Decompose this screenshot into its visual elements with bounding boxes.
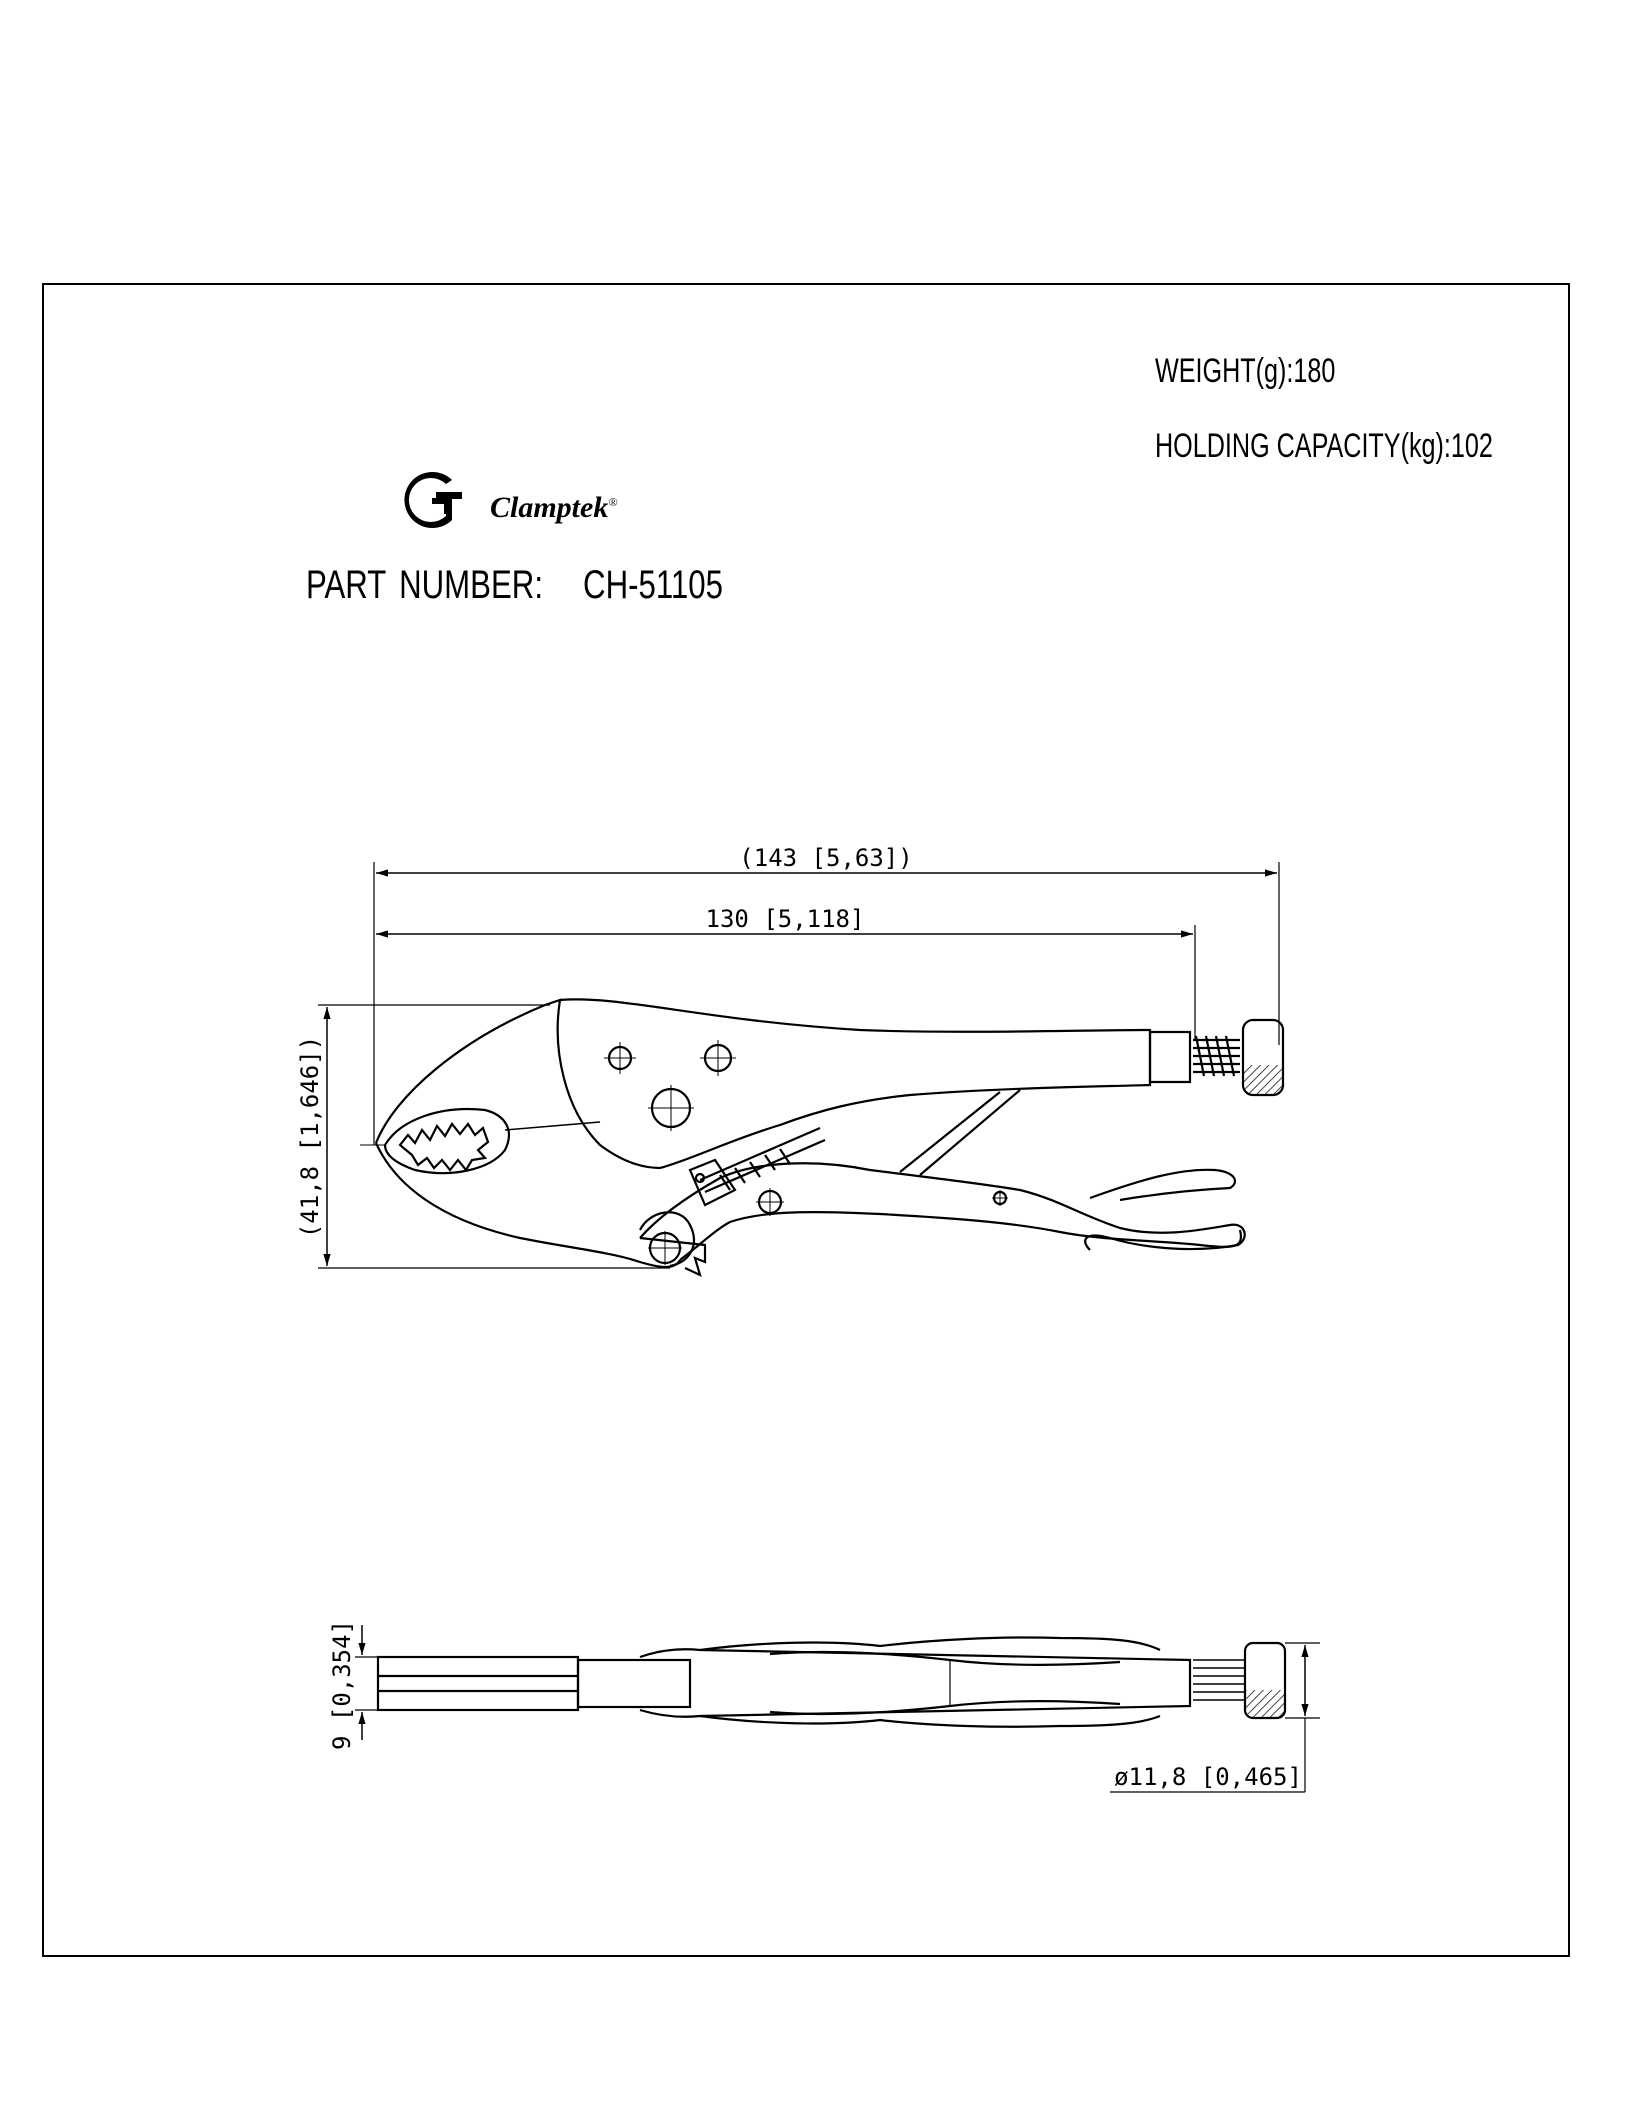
jaw-width-label: 9 [0,354]	[328, 1619, 356, 1751]
body-length-label: 130 [5,118]	[705, 905, 865, 933]
brand-name: Clamptek®	[490, 491, 618, 524]
dimension-jaw-width	[328, 1620, 382, 1750]
pliers-side-view	[360, 999, 1283, 1275]
holding-capacity-spec: HOLDING CAPACITY(kg):102	[1155, 427, 1493, 465]
weight-spec: WEIGHT(g):180	[1155, 352, 1336, 390]
part-number-value: CH-51105	[583, 563, 723, 607]
dimension-body-length	[376, 905, 1195, 1040]
screw-diameter-label: ø11,8 [0,465]	[1114, 1763, 1302, 1791]
pliers-top-view	[378, 1637, 1285, 1726]
dimension-screw-diameter	[1110, 1643, 1320, 1792]
part-number-label: PART NUMBER:	[306, 563, 543, 607]
overall-length-label: (143 [5,63])	[739, 844, 913, 872]
height-label: (41,8 [1,646])	[296, 1035, 324, 1239]
dimension-overall-length	[374, 844, 1279, 1145]
